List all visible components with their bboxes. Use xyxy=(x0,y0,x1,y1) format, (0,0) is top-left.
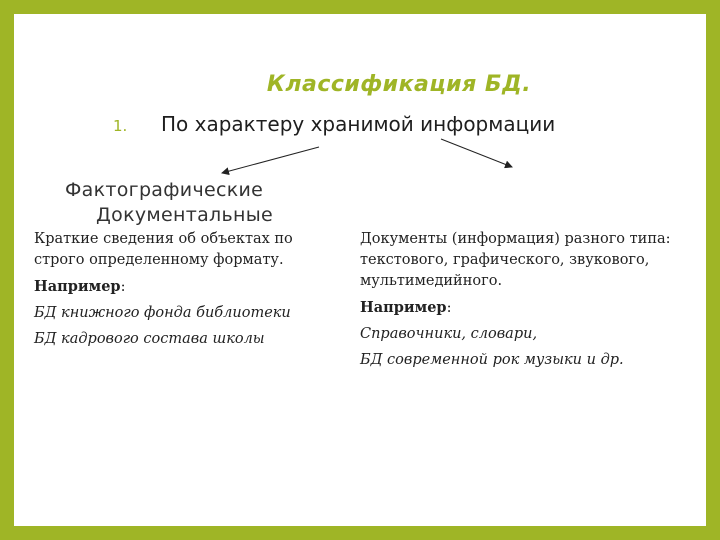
arrow-left xyxy=(222,147,319,173)
left-example-item: БД кадрового состава школы xyxy=(34,331,265,348)
slide-title: Классификация БД. xyxy=(266,72,532,97)
left-example-label: Например xyxy=(34,278,121,296)
right-column xyxy=(360,229,680,376)
list-item-text: По характеру хранимой информации xyxy=(161,112,556,136)
slide xyxy=(14,14,706,526)
left-description: Краткие сведения об объектах по строго определенному формату. xyxy=(34,231,293,269)
left-column xyxy=(34,229,329,355)
list-number: 1. xyxy=(113,117,128,135)
right-example-item: Справочники, словари, xyxy=(360,326,538,343)
right-example-colon: : xyxy=(446,300,452,317)
category-factographic: Фактографические xyxy=(65,179,264,201)
arrow-right xyxy=(441,139,512,167)
left-example-colon: : xyxy=(120,279,126,296)
left-example-heading xyxy=(34,276,329,298)
right-description: Документы (информация) разного типа: текстового, графического, звукового, мультимедийного. xyxy=(360,231,671,290)
category-documentary: Документальные xyxy=(96,204,273,226)
left-example-item: БД книжного фонда библиотеки xyxy=(34,305,291,322)
right-example-heading xyxy=(360,297,680,319)
right-example-label: Например xyxy=(360,299,447,317)
right-example-item: БД современной рок музыки и др. xyxy=(360,352,624,369)
